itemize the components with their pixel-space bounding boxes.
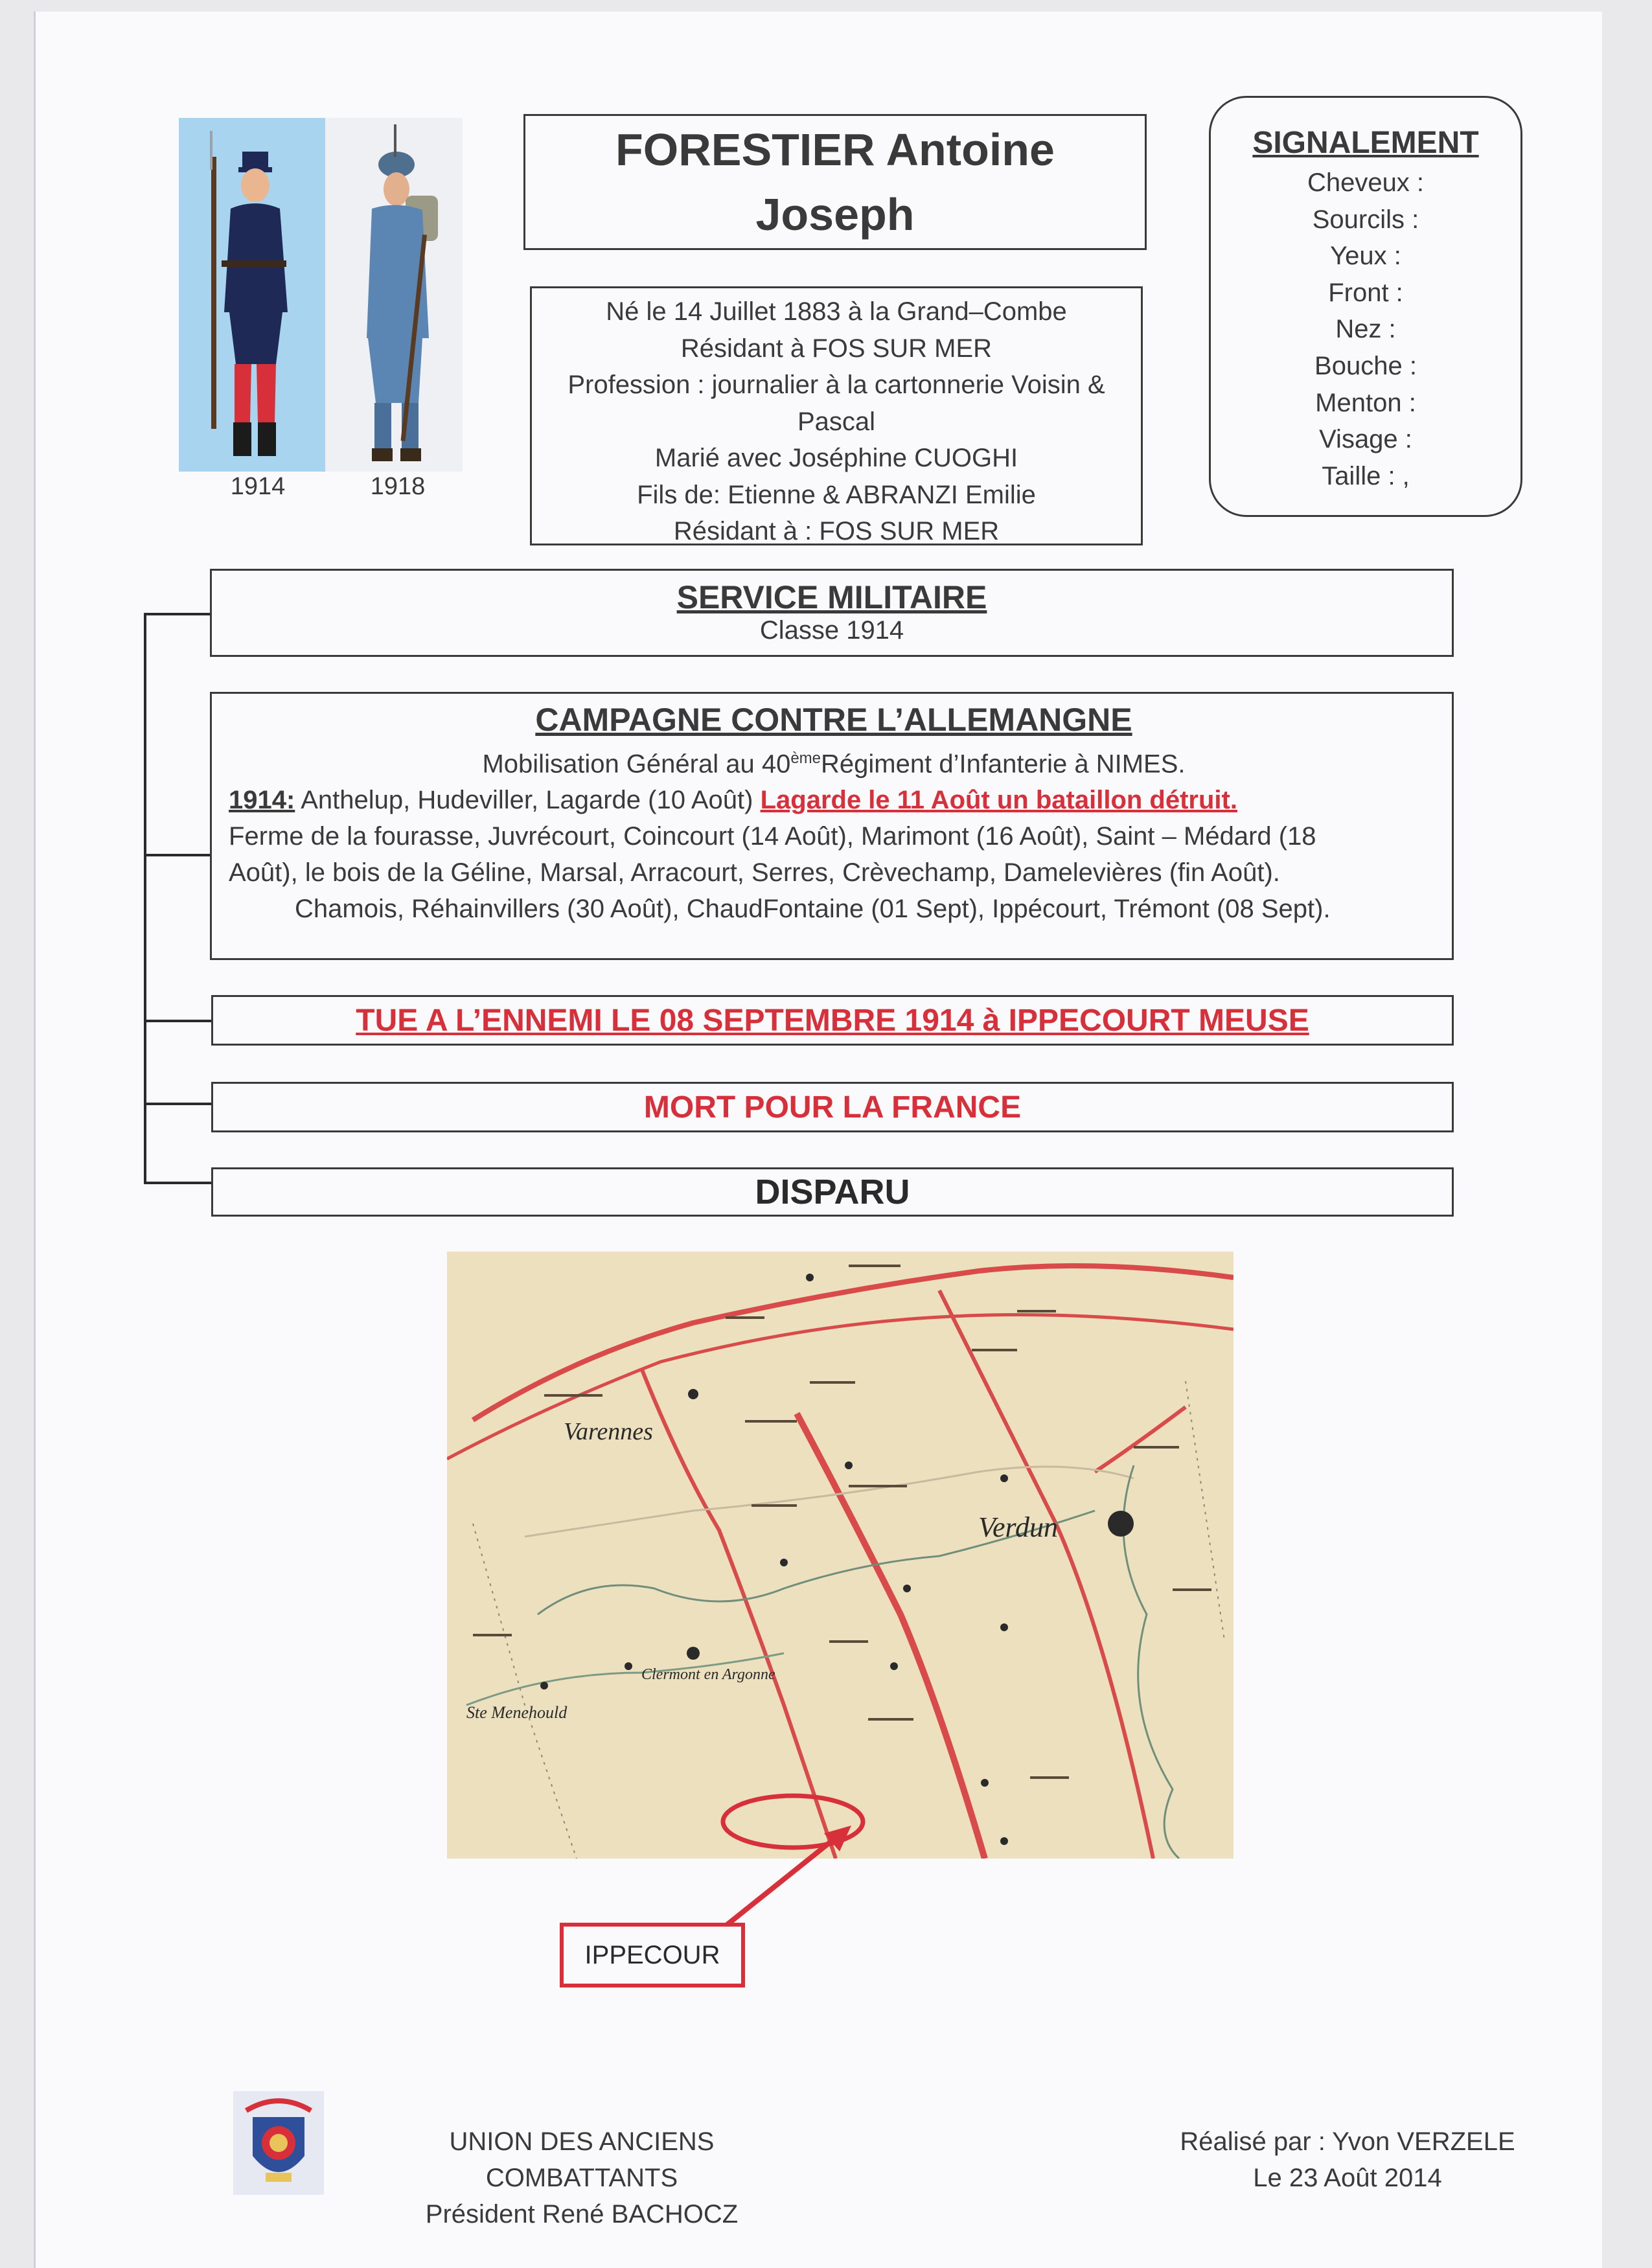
mobilisation-text: Mobilisation Général au 40 (482, 750, 791, 779)
sig-visage: Visage : (1319, 425, 1412, 454)
name-line-2: Joseph (755, 189, 915, 240)
footer-credits (1160, 2124, 1535, 2196)
sig-front: Front : (1328, 278, 1403, 307)
campagne-line-1 (229, 782, 1439, 818)
sig-menton: Menton : (1315, 388, 1416, 417)
tree-branch-campagne (144, 854, 211, 856)
sig-nez: Nez : (1335, 315, 1396, 344)
tree-branch-disparu (144, 1182, 211, 1184)
footer-president: Président René BACHOCZ (425, 2200, 739, 2228)
map-label-ste-menehould: Ste Menehould (466, 1703, 568, 1722)
sig-sourcils: Sourcils : (1312, 205, 1419, 234)
biographical-info-box (530, 286, 1143, 545)
mobilisation-text-2: Régiment d’Infanterie à NIMES. (821, 750, 1186, 779)
sig-yeux: Yeux : (1330, 242, 1401, 271)
info-parents: Fils de: Etienne & ABRANZI Emilie (637, 480, 1036, 509)
service-militaire-box (210, 569, 1454, 657)
campagne-mobilisation (229, 740, 1439, 782)
map-label-clermont: Clermont en Argonne (641, 1666, 775, 1683)
campagne-title: CAMPAGNE CONTRE L’ALLEMANGNE (535, 702, 1132, 738)
service-classe: Classe 1914 (759, 616, 904, 645)
info-profession-cont: Pascal (797, 407, 876, 436)
map-label-verdun: Verdun (978, 1511, 1059, 1543)
tree-branch-mort (144, 1103, 211, 1105)
association-emblem (233, 2091, 324, 2195)
sig-cheveux: Cheveux : (1307, 168, 1425, 197)
name-title-box (523, 114, 1147, 250)
killed-banner: TUE A L’ENNEMI LE 08 SEPTEMBRE 1914 à IPPECOURT MEUSE (211, 995, 1454, 1046)
campagne-line-1-highlight: Lagarde le 11 Août un bataillon détruit. (760, 786, 1237, 815)
footer-org-name: UNION DES ANCIENS COMBATTANTS (449, 2127, 715, 2192)
map-label-varennes: Varennes (564, 1418, 653, 1445)
campagne-line-3: Août), le bois de la Géline, Marsal, Arracourt, Serres, Crèvechamp, Damelevières (fin Août). (229, 858, 1280, 888)
footer-organization (355, 2124, 809, 2232)
sig-bouche: Bouche : (1314, 351, 1417, 380)
disparu-banner: DISPARU (211, 1167, 1454, 1217)
info-birth: Né le 14 Juillet 1883 à la Grand–Combe (606, 297, 1067, 326)
ippecourt-map (447, 1252, 1233, 1859)
info-residence-2: Résidant à : FOS SUR MER (673, 517, 1000, 545)
year-1914-label: 1914 (230, 473, 286, 500)
soldier-1918-illustration (325, 118, 463, 472)
mobilisation-sup: ème (790, 750, 821, 767)
info-profession: Profession : journalier à la cartonnerie Voisin & (568, 371, 1105, 399)
campagne-line-4: Chamois, Réhainvillers (30 Août), ChaudFontaine (01 Sept), Ippécourt, Trémont (08 Sept). (295, 895, 1331, 924)
campagne-line-1-text: Anthelup, Hudeviller, Lagarde (10 Août) (295, 786, 761, 815)
tree-vertical-line (144, 613, 146, 1183)
sig-taille: Taille : , (1322, 461, 1410, 490)
soldier-1914-illustration (179, 118, 325, 472)
name-line-1: FORESTIER Antoine (615, 124, 1055, 175)
signalement-title: SIGNALEMENT (1252, 126, 1479, 160)
service-title: SERVICE MILITAIRE (676, 579, 987, 615)
year-1918-label: 1918 (370, 473, 426, 500)
signalement-box (1209, 96, 1522, 517)
tree-branch-service (144, 613, 211, 615)
campagne-box (210, 692, 1454, 960)
mort-pour-la-france-banner: MORT POUR LA FRANCE (211, 1082, 1454, 1132)
info-married: Marié avec Joséphine CUOGHI (654, 444, 1018, 472)
tree-branch-killed (144, 1020, 211, 1022)
campagne-year-label: 1914: (229, 786, 295, 815)
footer-author: Réalisé par : Yvon VERZELE (1180, 2127, 1515, 2156)
info-residence: Résidant à FOS SUR MER (680, 334, 992, 363)
campagne-line-2: Ferme de la fourasse, Juvrécourt, Coincourt (14 Août), Marimont (16 Août), Saint – Médard (18 (229, 822, 1316, 851)
footer-date: Le 23 Août 2014 (1253, 2164, 1442, 2192)
ippecourt-callout: IPPECOUR (560, 1923, 745, 1987)
